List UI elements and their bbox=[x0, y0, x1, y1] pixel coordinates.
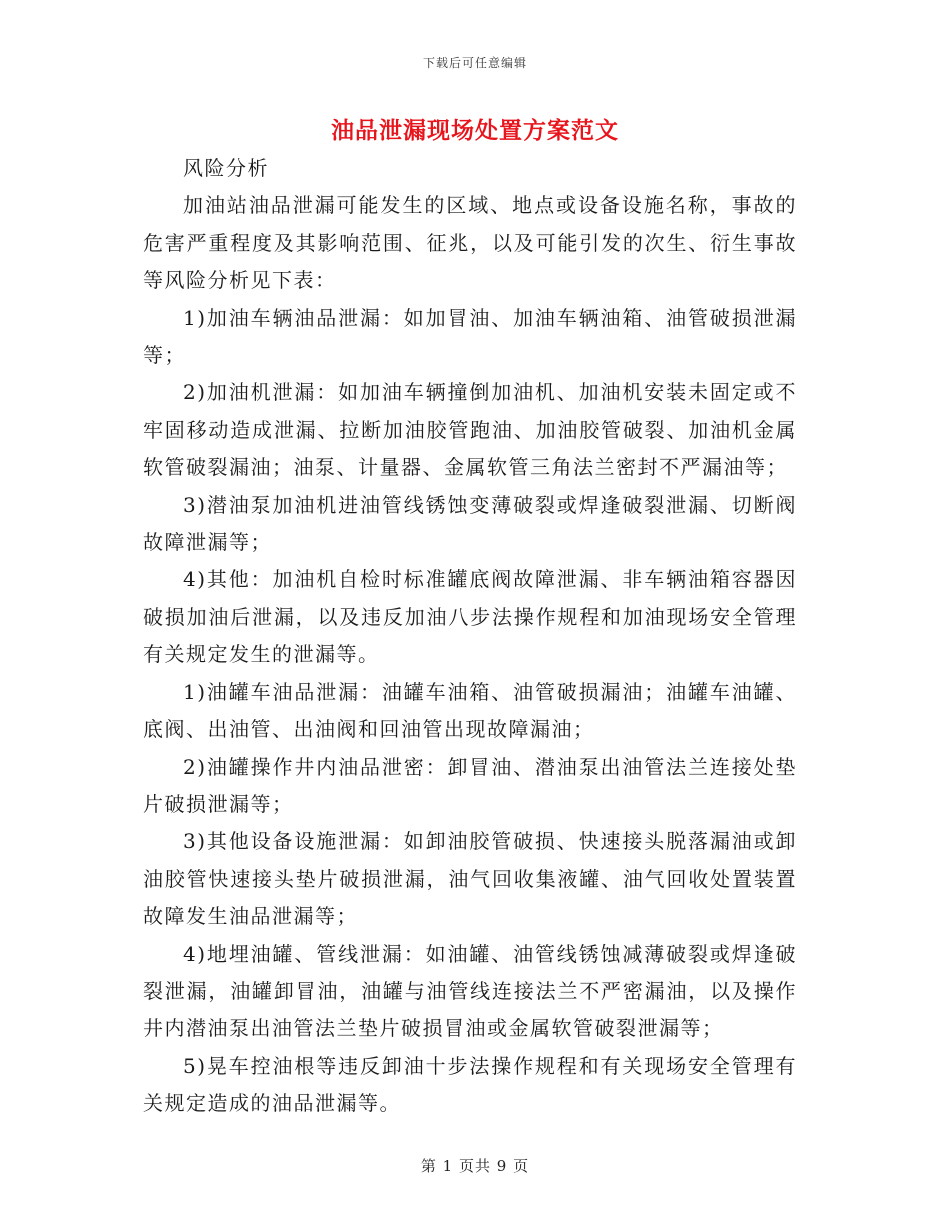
paragraph: 2)油罐操作井内油品泄密：卸冒油、潜油泵出油管法兰连接处垫片破损泄漏等； bbox=[143, 754, 797, 816]
section-heading: 风险分析 bbox=[183, 156, 269, 180]
header-note: 下载后可任意编辑 bbox=[422, 56, 527, 70]
paragraph: 3)其他设备设施泄漏：如卸油胶管破损、快速接头脱落漏油或卸油胶管快速接头垫片破损泄漏，油气回收集液罐、油气回收处置装置故障发生油品泄漏等； bbox=[143, 829, 797, 929]
paragraph: 4)其他：加油机自检时标准罐底阀故障泄漏、非车辆油箱容器因破损加油后泄漏，以及违反加油八步法操作规程和加油现场安全管理有关规定发生的泄漏等。 bbox=[143, 567, 797, 667]
paragraph: 5)晃车控油根等违反卸油十步法操作规程和有关现场安全管理有关规定造成的油品泄漏等。 bbox=[143, 1053, 797, 1116]
paragraph: 1)加油车辆油品泄漏：如加冒油、加油车辆油箱、油管破损泄漏等； bbox=[143, 305, 797, 368]
paragraph: 加油站油品泄漏可能发生的区域、地点或设备设施名称，事故的危害严重程度及其影响范围、征兆，以及可能引发的次生、衍生事故等风险分析见下表： bbox=[143, 193, 797, 293]
document-body bbox=[143, 150, 797, 1123]
paragraph: 2)加油机泄漏：如加油车辆撞倒加油机、加油机安装未固定或不牢固移动造成泄漏、拉断加油胶管跑油、加油胶管破裂、加油机金属软管破裂漏油；油泵、计量器、金属软管三角法兰密封不严漏油等； bbox=[143, 380, 797, 480]
paragraph: 4)地埋油罐、管线泄漏：如油罐、油管线锈蚀减薄破裂或焊逢破裂泄漏，油罐卸冒油，油罐与油管线连接法兰不严密漏油，以及操作井内潜油泵出油管法兰垫片破损冒油或金属软管破裂泄漏等； bbox=[143, 941, 797, 1041]
paragraph: 1)油罐车油品泄漏：油罐车油箱、油管破损漏油；油罐车油罐、底阀、出油管、出油阀和回油管出现故障漏油； bbox=[143, 679, 797, 742]
paragraph: 3)潜油泵加油机进油管线锈蚀变薄破裂或焊逢破裂泄漏、切断阀故障泄漏等； bbox=[143, 492, 797, 555]
document-title: 油品泄漏现场处置方案范文 bbox=[331, 117, 619, 144]
page-number: 第 1 页共 9 页 bbox=[420, 1157, 530, 1175]
